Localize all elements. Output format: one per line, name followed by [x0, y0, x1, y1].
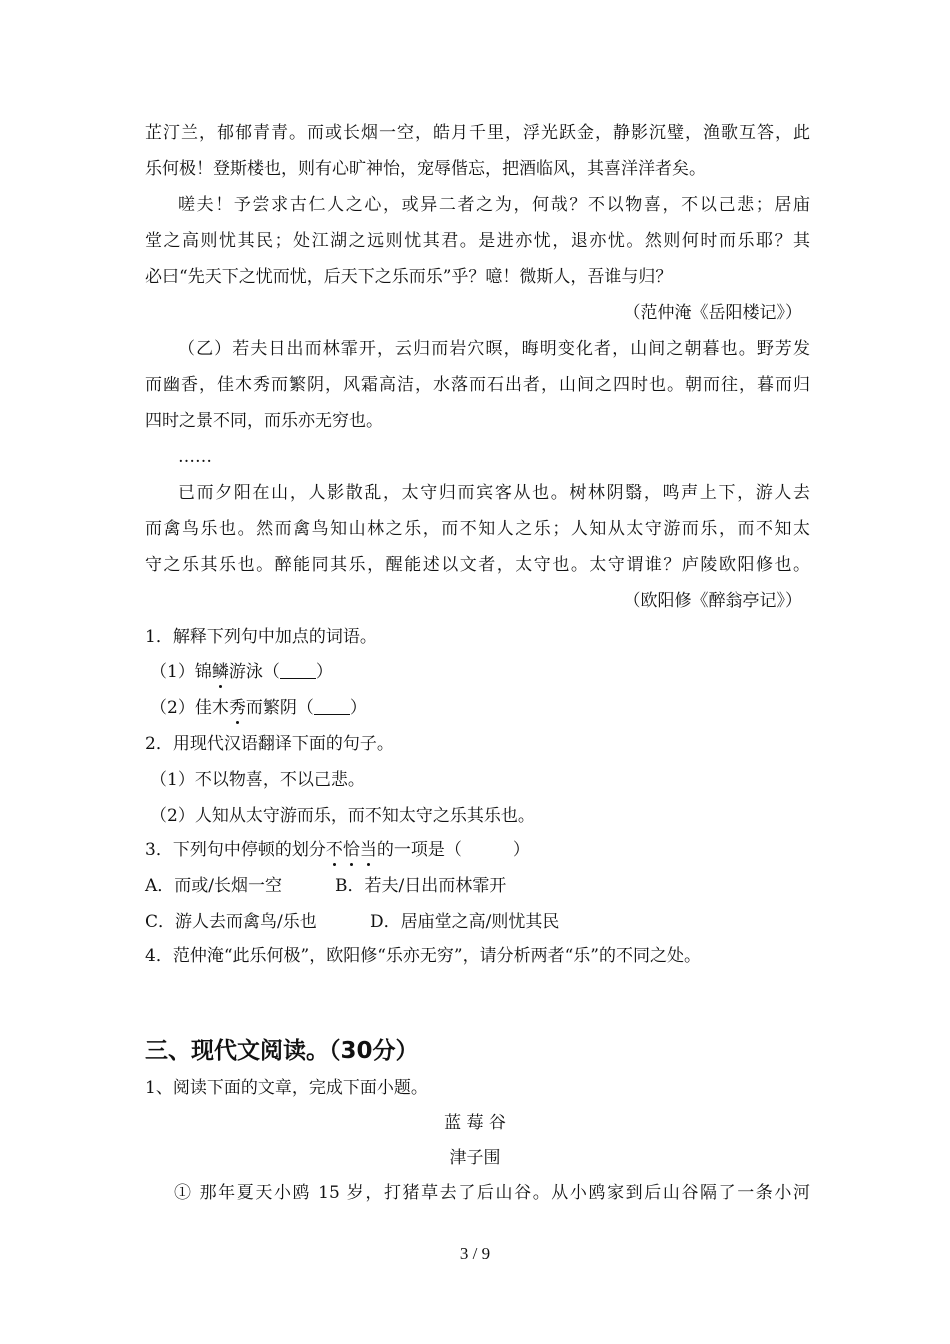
question-3 — [145, 839, 810, 861]
passage-b-source: （欧阳修《醉翁亭记》） — [623, 591, 802, 611]
question-2-2: （2）人知从太守游而乐，而不知太守之乐其乐也。 — [150, 806, 535, 826]
q1-1-close: ） — [315, 662, 333, 682]
passage-a-line-3: 嗟夫！予尝求古仁人之心，或异二者之为，何哉？不以物喜，不以己悲；居庙 — [178, 195, 810, 215]
question-1-2 — [150, 697, 815, 719]
option-d[interactable]: D．居庙堂之高/则忧其民 — [370, 912, 560, 932]
passage-a-line-5: 必曰“先天下之忧而忧，后天下之乐而乐”乎？噫！微斯人，吾谁与归？ — [145, 267, 673, 287]
passage-b-ellipsis: …… — [178, 447, 212, 467]
q1-2-suffix: 而繁阴（ — [245, 698, 314, 718]
question-2: 2．用现代汉语翻译下面的句子。 — [145, 734, 394, 754]
question-4: 4．范仲淹“此乐何极”，欧阳修“乐亦无穷”，请分析两者“乐”的不同之处。 — [145, 946, 701, 966]
passage-b-line-5: 而禽鸟乐也。然而禽鸟知山林之乐，而不知人之乐；人知从太守游而乐，而不知太 — [145, 519, 810, 539]
question-2-1: （1）不以物喜，不以己悲。 — [150, 770, 365, 790]
passage-b-line-4: 已而夕阳在山，人影散乱，太守归而宾客从也。树林阴翳，鸣声上下，游人去 — [178, 483, 810, 503]
question-3-options-cd — [145, 911, 810, 933]
passage-a-line-2: 乐何极！登斯楼也，则有心旷神怡，宠辱偕忘，把酒临风，其喜洋洋者矣。 — [145, 159, 706, 179]
q3-suffix: 的一项是（ ） — [376, 840, 530, 860]
option-c[interactable]: C．游人去而禽鸟/乐也 — [145, 912, 317, 932]
article-title: 蓝 莓 谷 — [444, 1113, 506, 1133]
passage-b-line-2: 而幽香，佳木秀而繁阴，风霜高洁，水落而石出者，山间之四时也。朝而往，暮而归 — [145, 375, 810, 395]
passage-a-line-1: 芷汀兰，郁郁青青。而或长烟一空，皓月千里，浮光跃金，静影沉璧，渔歌互答，此 — [145, 123, 810, 143]
question-1-1 — [150, 661, 815, 683]
q3-prefix: 3．下列句中停顿的划分 — [145, 840, 326, 860]
passage-b-line-3: 四时之景不同，而乐亦无穷也。 — [145, 411, 383, 431]
passage-a-source: （范仲淹《岳阳楼记》） — [623, 303, 802, 323]
dotted-word: 恰 — [342, 840, 360, 860]
article-paragraph-1: ① 那年夏天小鸥 15 岁，打猪草去了后山谷。从小鸥家到后山谷隔了一条小河 — [174, 1183, 810, 1203]
dotted-word: 秀 — [228, 698, 246, 718]
passage-b-line-1: （乙）若夫日出而林霏开，云归而岩穴暝，晦明变化者，山间之朝暮也。野芳发 — [178, 339, 810, 359]
dotted-word: 当 — [359, 840, 377, 860]
option-a[interactable]: A．而或/长烟一空 — [145, 876, 283, 896]
q1-1-suffix: 游泳（ — [228, 662, 280, 682]
question-3-options-ab — [145, 875, 810, 897]
q1-1-prefix: （1）锦 — [150, 662, 212, 682]
q1-2-prefix: （2）佳木 — [150, 698, 229, 718]
passage-b-line-6: 守之乐其乐也。醉能同其乐，醒能述以文者，太守也。太守谓谁？庐陵欧阳修也。 — [145, 555, 810, 575]
passage-a-line-4: 堂之高则忧其民；处江湖之远则忧其君。是进亦忧，退亦忧。然则何时而乐耶？其 — [145, 231, 810, 251]
article-author: 津子围 — [449, 1148, 501, 1168]
answer-blank[interactable] — [314, 700, 350, 715]
page-number: 3 / 9 — [459, 1244, 491, 1263]
q1-2-close: ） — [349, 698, 367, 718]
dotted-word: 鳞 — [211, 662, 229, 682]
dotted-word: 不 — [325, 840, 343, 860]
option-b[interactable]: B．若夫/日出而林霏开 — [335, 876, 507, 896]
question-1: 1．解释下列句中加点的词语。 — [145, 627, 377, 647]
section-heading: 三、现代文阅读。（30分） — [145, 1038, 419, 1064]
answer-blank[interactable] — [280, 664, 316, 679]
section-intro: 1、阅读下面的文章，完成下面小题。 — [145, 1078, 428, 1098]
